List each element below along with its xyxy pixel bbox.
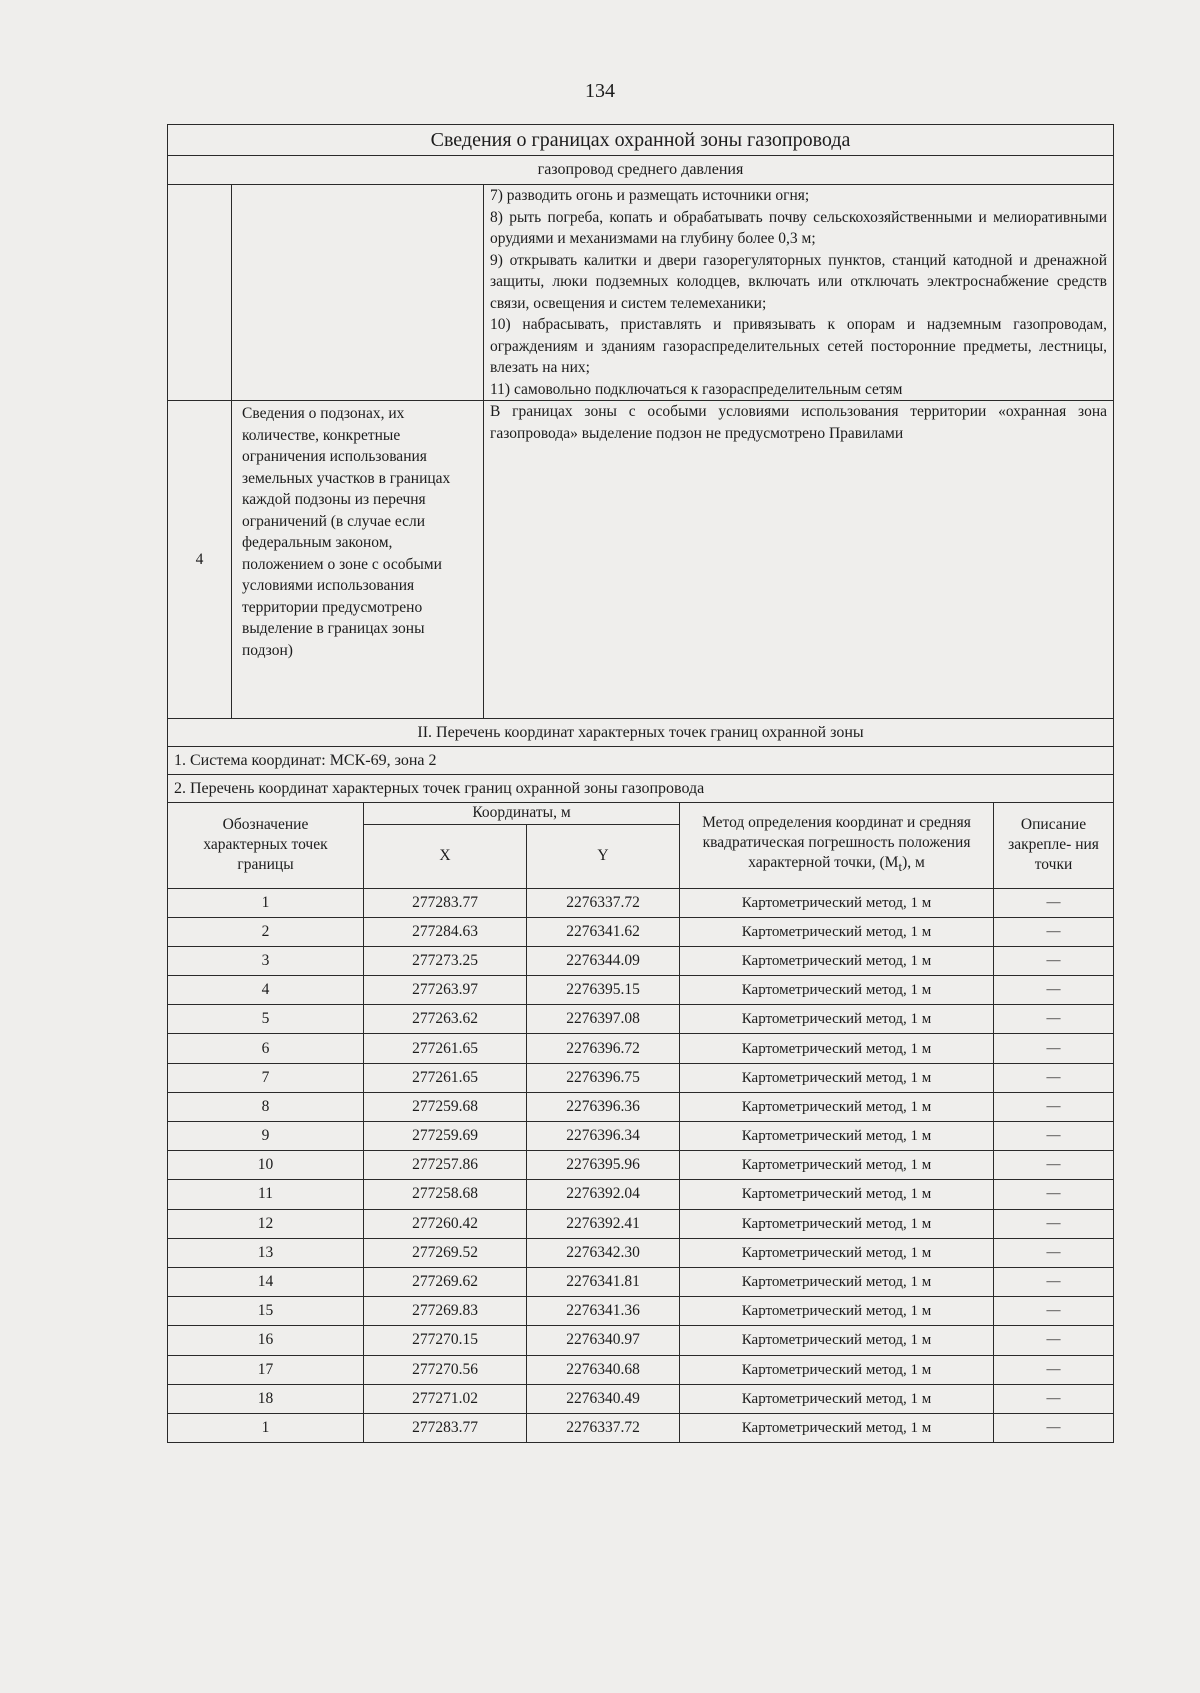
header-fixing: Описание закрепле- ния точки bbox=[994, 802, 1114, 888]
y-cell: 2276396.75 bbox=[527, 1063, 680, 1092]
y-cell: 2276395.96 bbox=[527, 1151, 680, 1180]
restrictions-number-cell bbox=[168, 185, 232, 401]
table-row bbox=[168, 1384, 1114, 1413]
method-cell: Картометрический метод, 1 м bbox=[680, 1413, 994, 1442]
table-row bbox=[168, 1238, 1114, 1267]
method-cell: Картометрический метод, 1 м bbox=[680, 1384, 994, 1413]
table-row bbox=[168, 1297, 1114, 1326]
restrictions-list-cell bbox=[484, 185, 1114, 401]
method-cell: Картометрический метод, 1 м bbox=[680, 888, 994, 917]
fixing-cell: — bbox=[994, 976, 1114, 1005]
header-method-sub: t bbox=[898, 859, 903, 875]
fixing-cell: — bbox=[994, 1034, 1114, 1063]
header-coords: Координаты, м bbox=[364, 802, 680, 824]
restriction-item: 8) рыть погреба, копать и обрабатывать почву сельскохозяйственными и мелиоративными орудиями и механизмами на глубину более 0,3 м; bbox=[490, 208, 1107, 247]
x-cell: 277269.52 bbox=[364, 1238, 527, 1267]
table-row bbox=[168, 1151, 1114, 1180]
x-cell: 277270.15 bbox=[364, 1326, 527, 1355]
y-cell: 2276396.36 bbox=[527, 1092, 680, 1121]
y-cell: 2276340.97 bbox=[527, 1326, 680, 1355]
point-cell: 11 bbox=[168, 1180, 364, 1209]
coords-header-row bbox=[168, 802, 1114, 824]
y-cell: 2276341.62 bbox=[527, 917, 680, 946]
y-cell: 2276337.72 bbox=[527, 888, 680, 917]
x-cell: 277257.86 bbox=[364, 1151, 527, 1180]
method-cell: Картометрический метод, 1 м bbox=[680, 976, 994, 1005]
table-row bbox=[168, 1209, 1114, 1238]
fixing-cell: — bbox=[994, 1326, 1114, 1355]
list-title-row bbox=[168, 775, 1114, 803]
y-cell: 2276342.30 bbox=[527, 1238, 680, 1267]
x-cell: 277259.69 bbox=[364, 1122, 527, 1151]
fixing-cell: — bbox=[994, 917, 1114, 946]
fixing-cell: — bbox=[994, 888, 1114, 917]
fixing-cell: — bbox=[994, 946, 1114, 975]
header-point: Обозначение характерных точек границы bbox=[168, 802, 364, 888]
coords-body bbox=[168, 888, 1114, 1443]
restriction-item: 7) разводить огонь и размещать источники огня; bbox=[490, 187, 810, 204]
y-cell: 2276392.41 bbox=[527, 1209, 680, 1238]
table-row bbox=[168, 1355, 1114, 1384]
table-row bbox=[168, 1267, 1114, 1296]
point-cell: 14 bbox=[168, 1267, 364, 1296]
fixing-cell: — bbox=[994, 1384, 1114, 1413]
method-cell: Картометрический метод, 1 м bbox=[680, 1034, 994, 1063]
y-cell: 2276396.72 bbox=[527, 1034, 680, 1063]
table-row bbox=[168, 976, 1114, 1005]
method-cell: Картометрический метод, 1 м bbox=[680, 1122, 994, 1151]
x-cell: 277271.02 bbox=[364, 1384, 527, 1413]
y-cell: 2276341.81 bbox=[527, 1267, 680, 1296]
method-cell: Картометрический метод, 1 м bbox=[680, 946, 994, 975]
table-row bbox=[168, 946, 1114, 975]
section2-title: II. Перечень координат характерных точек границ охранной зоны bbox=[168, 719, 1114, 747]
method-cell: Картометрический метод, 1 м bbox=[680, 1180, 994, 1209]
y-cell: 2276344.09 bbox=[527, 946, 680, 975]
x-cell: 277270.56 bbox=[364, 1355, 527, 1384]
fixing-cell: — bbox=[994, 1180, 1114, 1209]
point-cell: 3 bbox=[168, 946, 364, 975]
fixing-cell: — bbox=[994, 1122, 1114, 1151]
method-cell: Картометрический метод, 1 м bbox=[680, 1267, 994, 1296]
x-cell: 277260.42 bbox=[364, 1209, 527, 1238]
fixing-cell: — bbox=[994, 1355, 1114, 1384]
y-cell: 2276396.34 bbox=[527, 1122, 680, 1151]
fixing-cell: — bbox=[994, 1238, 1114, 1267]
x-cell: 277261.65 bbox=[364, 1034, 527, 1063]
table-subtitle-row bbox=[168, 156, 1114, 185]
header-x: X bbox=[364, 824, 527, 888]
x-cell: 277258.68 bbox=[364, 1180, 527, 1209]
fixing-cell: — bbox=[994, 1267, 1114, 1296]
subzones-value: В границах зоны с особыми условиями использования территории «охранная зона газопровода» выделение подзон не предусмотрено Правилами bbox=[484, 401, 1114, 719]
method-cell: Картометрический метод, 1 м bbox=[680, 1355, 994, 1384]
point-cell: 4 bbox=[168, 976, 364, 1005]
method-cell: Картометрический метод, 1 м bbox=[680, 1297, 994, 1326]
table-row bbox=[168, 1005, 1114, 1034]
point-cell: 6 bbox=[168, 1034, 364, 1063]
table-subtitle: газопровод среднего давления bbox=[168, 156, 1114, 185]
subzones-row bbox=[168, 401, 1114, 719]
y-cell: 2276341.36 bbox=[527, 1297, 680, 1326]
y-cell: 2276337.72 bbox=[527, 1413, 680, 1442]
table-title-row bbox=[168, 125, 1114, 156]
table-title: Сведения о границах охранной зоны газопровода bbox=[168, 125, 1114, 156]
x-cell: 277269.83 bbox=[364, 1297, 527, 1326]
point-cell: 12 bbox=[168, 1209, 364, 1238]
restriction-item: 9) открывать калитки и двери газорегуляторных пунктов, станций катодной и дренажной защиты, люки подземных колодцев, включать или отключать электроснабжение средств связи, освещения и систем телемеханики; bbox=[490, 251, 1107, 312]
zone-info-table bbox=[167, 124, 1114, 803]
restrictions-label-cell bbox=[232, 185, 484, 401]
point-cell: 10 bbox=[168, 1151, 364, 1180]
y-cell: 2276395.15 bbox=[527, 976, 680, 1005]
list-title: 2. Перечень координат характерных точек границ охранной зоны газопровода bbox=[168, 775, 1114, 803]
point-cell: 1 bbox=[168, 888, 364, 917]
table-row bbox=[168, 1122, 1114, 1151]
header-method-text: Метод определения координат и средняя квадратическая погрешность положения характерной точки, (M bbox=[702, 813, 971, 871]
point-cell: 13 bbox=[168, 1238, 364, 1267]
table-row bbox=[168, 1063, 1114, 1092]
y-cell: 2276340.49 bbox=[527, 1384, 680, 1413]
y-cell: 2276392.04 bbox=[527, 1180, 680, 1209]
row-number: 4 bbox=[168, 401, 232, 719]
coord-system: 1. Система координат: МСК-69, зона 2 bbox=[168, 747, 1114, 775]
method-cell: Картометрический метод, 1 м bbox=[680, 1005, 994, 1034]
table-row bbox=[168, 888, 1114, 917]
header-method bbox=[680, 802, 994, 888]
table-row bbox=[168, 1326, 1114, 1355]
x-cell: 277263.62 bbox=[364, 1005, 527, 1034]
point-cell: 17 bbox=[168, 1355, 364, 1384]
table-row bbox=[168, 1180, 1114, 1209]
fixing-cell: — bbox=[994, 1297, 1114, 1326]
table-row bbox=[168, 1413, 1114, 1442]
x-cell: 277283.77 bbox=[364, 888, 527, 917]
fixing-cell: — bbox=[994, 1063, 1114, 1092]
x-cell: 277273.25 bbox=[364, 946, 527, 975]
restriction-item: 10) набрасывать, приставлять и привязывать к опорам и надземным газопроводам, ограждениям и зданиям газораспределительных сетей посторонние предметы, лестницы, влезать на них; bbox=[490, 316, 1107, 376]
header-method-tail: ), м bbox=[902, 853, 925, 871]
page-number: 134 bbox=[585, 80, 615, 102]
point-cell: 15 bbox=[168, 1297, 364, 1326]
point-cell: 16 bbox=[168, 1326, 364, 1355]
subzones-label: Сведения о подзонах, их количестве, конкретные ограничения использования земельных участков в границах каждой подзоны из перечня ограничений (в случае если федеральным законом, положением о зоне с особыми условиями использования территории предусмотрено выделение в границах зоны подзон) bbox=[232, 401, 484, 719]
x-cell: 277284.63 bbox=[364, 917, 527, 946]
x-cell: 277261.65 bbox=[364, 1063, 527, 1092]
fixing-cell: — bbox=[994, 1413, 1114, 1442]
table-row bbox=[168, 917, 1114, 946]
document-body bbox=[167, 124, 1114, 1443]
method-cell: Картометрический метод, 1 м bbox=[680, 1238, 994, 1267]
y-cell: 2276397.08 bbox=[527, 1005, 680, 1034]
method-cell: Картометрический метод, 1 м bbox=[680, 1326, 994, 1355]
fixing-cell: — bbox=[994, 1005, 1114, 1034]
table-row bbox=[168, 1034, 1114, 1063]
point-cell: 7 bbox=[168, 1063, 364, 1092]
method-cell: Картометрический метод, 1 м bbox=[680, 1063, 994, 1092]
section2-title-row bbox=[168, 719, 1114, 747]
table-row bbox=[168, 1092, 1114, 1121]
x-cell: 277263.97 bbox=[364, 976, 527, 1005]
x-cell: 277259.68 bbox=[364, 1092, 527, 1121]
point-cell: 9 bbox=[168, 1122, 364, 1151]
point-cell: 2 bbox=[168, 917, 364, 946]
method-cell: Картометрический метод, 1 м bbox=[680, 1209, 994, 1238]
point-cell: 18 bbox=[168, 1384, 364, 1413]
coord-system-row bbox=[168, 747, 1114, 775]
point-cell: 1 bbox=[168, 1413, 364, 1442]
fixing-cell: — bbox=[994, 1092, 1114, 1121]
fixing-cell: — bbox=[994, 1151, 1114, 1180]
fixing-cell: — bbox=[994, 1209, 1114, 1238]
coordinates-table bbox=[167, 802, 1114, 1444]
restrictions-row bbox=[168, 185, 1114, 401]
point-cell: 8 bbox=[168, 1092, 364, 1121]
restriction-item: 11) самовольно подключаться к газораспределительным сетям bbox=[490, 380, 903, 398]
x-cell: 277269.62 bbox=[364, 1267, 527, 1296]
x-cell: 277283.77 bbox=[364, 1413, 527, 1442]
y-cell: 2276340.68 bbox=[527, 1355, 680, 1384]
header-y: Y bbox=[527, 824, 680, 888]
point-cell: 5 bbox=[168, 1005, 364, 1034]
method-cell: Картометрический метод, 1 м bbox=[680, 1092, 994, 1121]
method-cell: Картометрический метод, 1 м bbox=[680, 1151, 994, 1180]
method-cell: Картометрический метод, 1 м bbox=[680, 917, 994, 946]
